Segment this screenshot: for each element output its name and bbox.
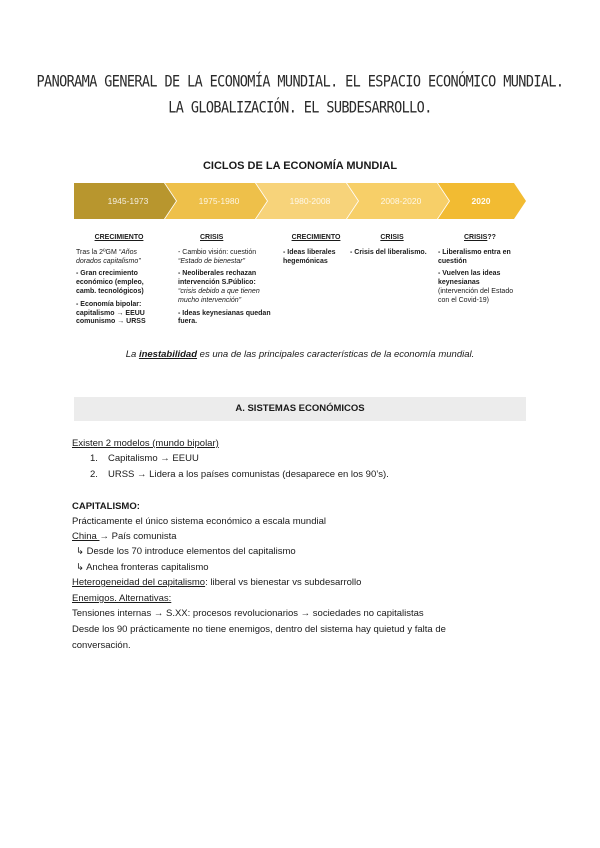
column-heading: CRECIMIENTO [291, 234, 341, 241]
keyword: inestabilidad [138, 349, 198, 360]
column-text: (intervención del Estado con el Covid-19) [438, 287, 514, 304]
section-title: A. SISTEMAS ECONÓMICOS [235, 403, 365, 414]
cycle-column-5 [438, 234, 524, 310]
text-line: Tensiones internas → S.XX: procesos revolucionarios → sociedades no capitalistas [72, 608, 424, 619]
text-line: Desde los 90 prácticamente no tiene enemigos, dentro del sistema hay quietud y falta de [72, 624, 446, 635]
column-text: - Ideas keynesianas quedan fuera. [178, 309, 271, 326]
cycle-column-4 [350, 234, 434, 262]
list-item: 2. URSS → Lidera a los países comunistas (desaparece en los 90’s). [90, 469, 389, 480]
cycle-column-1 [76, 234, 162, 331]
text-line: China → País comunista [72, 531, 177, 542]
cycle-column-2 [178, 234, 272, 331]
text-line: Heterogeneidad del capitalismo: liberal vs bienestar vs subdesarrollo [72, 577, 362, 588]
column-text: - Crisis del liberalismo. [350, 248, 427, 256]
cycles-heading: CICLOS DE LA ECONOMÍA MUNDIAL [202, 160, 398, 172]
period-label-5: 2020 [471, 196, 491, 206]
column-text: - Vuelven las ideas keynesianas [438, 270, 501, 287]
column-text: Tras la 2ºGM “Años dorados capitalismo” [76, 248, 141, 265]
instability-note: La inestabilidad es una de las principales características de la economía mundial. [125, 349, 475, 360]
sub-item: ↳ Anchea fronteras capitalismo [76, 562, 209, 573]
page-title-line-1: PANORAMA GENERAL DE LA ECONOMÍA MUNDIAL. EL ESPACIO ECONÓMICO MUNDIAL. [36, 72, 564, 92]
column-heading: CRISIS [380, 234, 404, 241]
list-item: 1. Capitalismo → EEUU [90, 453, 199, 464]
text-line: Enemigos. Alternativas: [72, 593, 172, 604]
column-heading: CRECIMIENTO [94, 234, 144, 241]
text-line: conversación. [72, 640, 131, 651]
column-text: - Economía bipolar: capitalismo → EEUU comunismo → URSS [76, 300, 146, 326]
models-heading: Existen 2 modelos (mundo bipolar) [72, 438, 219, 449]
period-label-3: 1980-2008 [289, 196, 331, 206]
column-text: - Neoliberales rechazan intervención S.Público: “crisis debido a que tienen mucho intervención” [178, 270, 260, 304]
column-heading: CRISIS [200, 234, 224, 241]
column-heading: CRISIS?? [464, 234, 496, 241]
column-text: - Cambio visión: cuestión “Estado de bienestar” [178, 248, 257, 265]
column-text: - Liberalismo entra en cuestión [438, 248, 511, 265]
period-label-1: 1945-1973 [107, 196, 149, 206]
page-title-line-2: LA GLOBALIZACIÓN. EL SUBDESARROLLO. [168, 98, 432, 118]
sub-item: ↳ Desde los 70 introduce elementos del capitalismo [76, 546, 296, 557]
cycle-column-3 [283, 234, 349, 270]
period-label-2: 1975-1980 [198, 196, 240, 206]
text-line: Prácticamente el único sistema económico a escala mundial [72, 516, 326, 527]
column-text: - Gran crecimiento económico (empleo, camb. tecnológicos) [76, 270, 144, 295]
period-label-4: 2008-2020 [380, 196, 422, 206]
capitalism-heading: CAPITALISMO: [72, 501, 140, 512]
column-text: - Ideas liberales hegemónicas [283, 248, 336, 265]
